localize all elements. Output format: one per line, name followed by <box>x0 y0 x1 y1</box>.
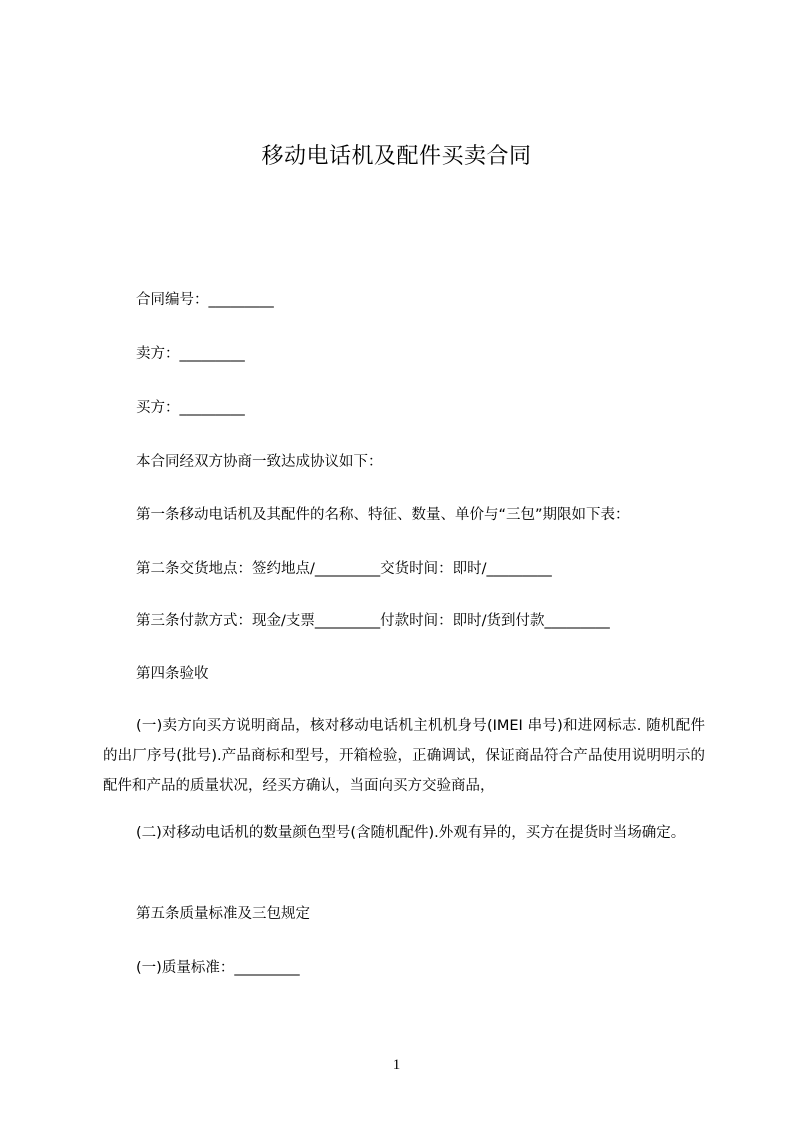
document-title: 移动电话机及配件买卖合同 <box>261 144 532 169</box>
article-4-item-2: (二)对移动电话机的数量颜色型号(含随机配件).外观有异的，买方在提货时当场确定。 <box>136 825 686 841</box>
contract-number-line: 合同编号：_________ <box>136 292 274 308</box>
seller-line: 卖方：_________ <box>136 346 245 362</box>
article-5-heading: 第五条质量标准及三包规定 <box>136 906 310 922</box>
intro-paragraph: 本合同经双方协商一致达成协议如下： <box>136 454 383 470</box>
page-number: 1 <box>392 1057 401 1073</box>
article-1: 第一条移动电话机及其配件的名称、特征、数量、单价与“三包”期限如下表： <box>136 507 630 523</box>
article-5-item-1: (一)质量标准：_________ <box>136 960 300 976</box>
article-3: 第三条付款方式：现金/支票_________付款时间：即时/货到付款_________ <box>136 613 610 629</box>
article-4-item-1: (一)卖方向买方说明商品，核对移动电话机主机机身号(IMEI 串号)和进网标志. 随机配件的出厂序号(批号).产品商标和型号，开箱检验，正确调试，保证商品符合产品使用说明明示的配件和产品的质量状况，经买方确认，当面向买方交验商品， <box>103 718 705 794</box>
buyer-line: 买方：_________ <box>136 400 245 416</box>
article-4-heading: 第四条验收 <box>136 666 209 682</box>
article-2: 第二条交货地点：签约地点/_________交货时间：即时/_________ <box>136 561 552 577</box>
